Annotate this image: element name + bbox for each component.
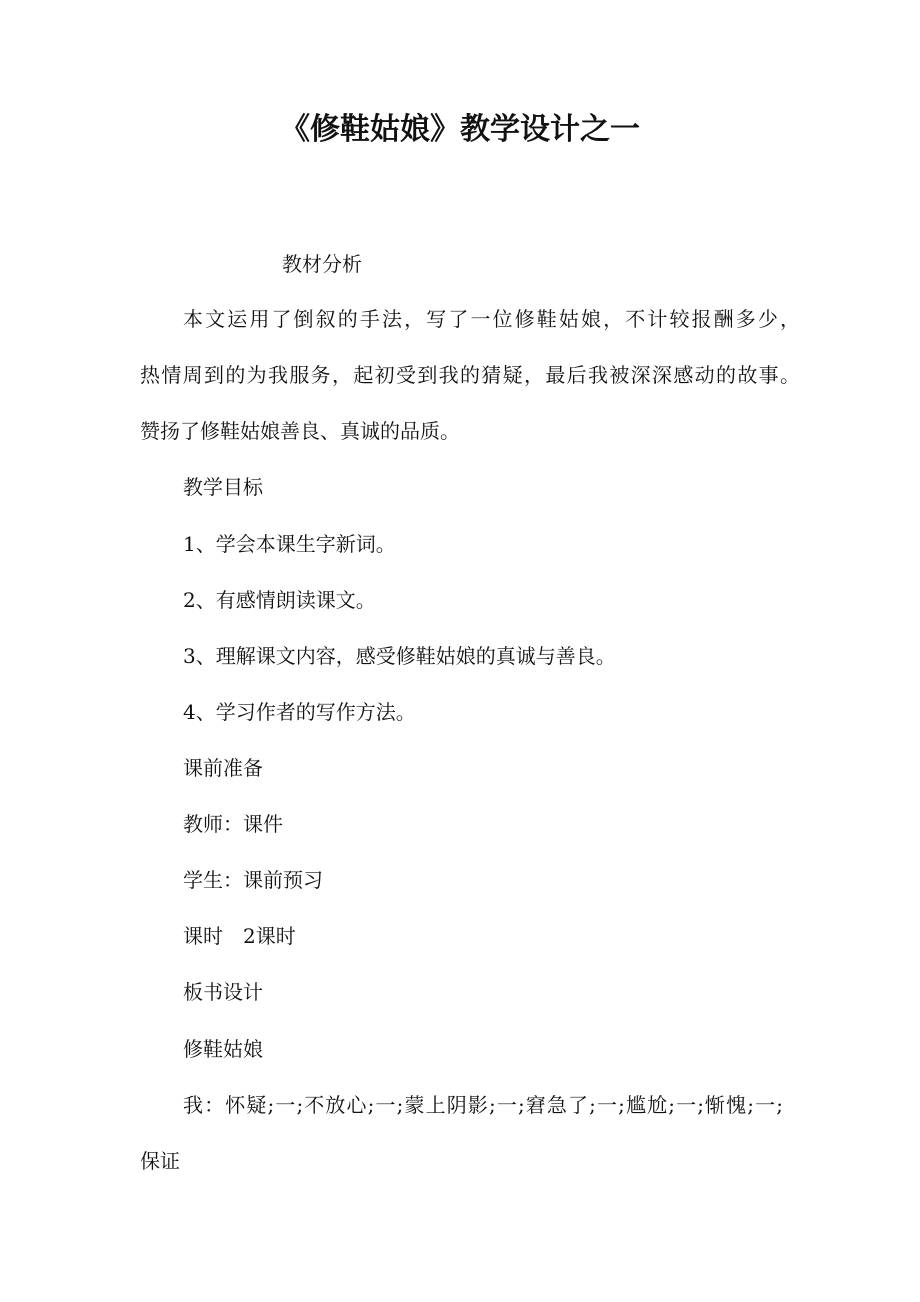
board-heading: 板书设计 (183, 980, 263, 1004)
goal-item-1: 1、学会本课生字新词。 (183, 532, 396, 556)
analysis-paragraph-line-1: 本文运用了倒叙的手法，写了一位修鞋姑娘，不计较报酬多少， (183, 307, 800, 331)
board-line-2: 保证 (140, 1149, 180, 1173)
document-title: 《修鞋姑娘》教学设计之一 (280, 112, 640, 147)
goals-heading: 教学目标 (183, 475, 263, 499)
goal-item-2: 2、有感情朗读课文。 (183, 588, 376, 612)
goal-item-3: 3、理解课文内容，感受修鞋姑娘的真诚与善良。 (183, 644, 616, 668)
board-line-1: 我：怀疑;一;不放心;一;蒙上阴影;一;窘急了;一;尴尬;一;惭愧;一; (183, 1093, 783, 1117)
prep-student: 学生：课前预习 (183, 868, 323, 892)
analysis-paragraph-line-2: 热情周到的为我服务，起初受到我的猜疑，最后我被深深感动的故事。 (140, 363, 800, 387)
class-hours-label: 课时 (183, 924, 223, 948)
prep-teacher: 教师：课件 (183, 812, 283, 836)
class-hours (183, 921, 296, 951)
analysis-paragraph-line-3: 赞扬了修鞋姑娘善良、真诚的品质。 (140, 419, 460, 443)
goal-item-4: 4、学习作者的写作方法。 (183, 700, 416, 724)
class-hours-value: 2课时 (243, 924, 296, 948)
board-subtitle: 修鞋姑娘 (183, 1037, 263, 1061)
analysis-heading: 教材分析 (282, 252, 362, 276)
prep-heading: 课前准备 (183, 756, 263, 780)
